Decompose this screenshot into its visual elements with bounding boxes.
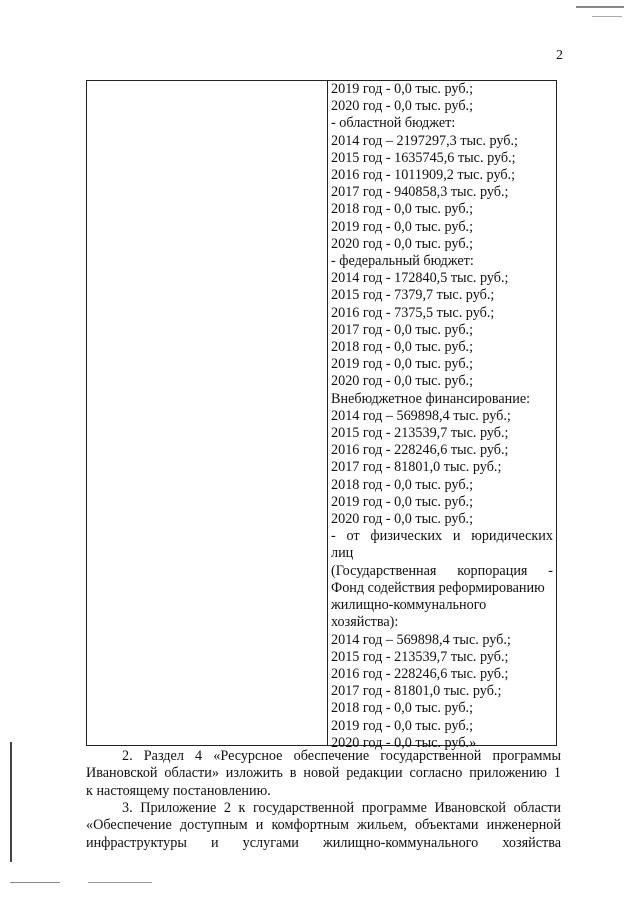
funding-line: 2017 год - 81801,0 тыс. руб.; [331,683,502,700]
funding-line: - областной бюджет: [331,115,456,132]
funding-line: 2017 год - 81801,0 тыс. руб.; [331,459,502,476]
funding-line: 2016 год - 228246,6 тыс. руб.; [331,442,509,459]
funding-line: 2014 год – 2197297,3 тыс. руб.; [331,132,518,149]
funding-line: 2020 год - 0,0 тыс. руб.» [331,734,477,751]
funding-line: 2015 год - 213539,7 тыс. руб.; [331,425,509,442]
scan-artifact-top [576,6,624,8]
scan-artifact-bottom-2 [88,882,152,883]
scan-artifact-top-2 [592,16,622,17]
paragraph-line: 2. Раздел 4 «Ресурсное обеспечение государственной программы [122,748,561,764]
funding-line: - федеральный бюджет: [331,253,474,270]
funding-line: 2019 год - 0,0 тыс. руб.; [331,218,474,235]
funding-line: 2015 год - 1635745,6 тыс. руб.; [331,149,516,166]
page-number: 2 [556,48,563,63]
funding-line: 2015 год - 213539,7 тыс. руб.; [331,648,509,665]
scan-artifact-bottom [10,882,60,883]
paragraph-2 [86,748,561,800]
funding-line: Внебюджетное финансирование: [331,390,531,407]
paragraph-line: к настоящему постановлению. [86,782,271,799]
funding-line: 2018 год - 0,0 тыс. руб.; [331,476,474,493]
funding-line: 2016 год - 7375,5 тыс. руб.; [331,304,495,321]
funding-line: хозяйства): [331,614,399,631]
funding-line: 2015 год - 7379,7 тыс. руб.; [331,287,495,304]
paragraph-line: инфраструктуры и услугами жилищно-коммунального хозяйства [86,834,561,851]
funding-line: 2017 год - 940858,3 тыс. руб.; [331,184,509,201]
funding-line: (Государственная корпорация - [331,562,553,579]
paragraph-line: 3. Приложение 2 к государственной программе Ивановской области [122,800,561,816]
funding-line: 2018 год - 0,0 тыс. руб.; [331,201,474,218]
funding-line: жилищно-коммунального [331,597,487,614]
table-column-divider [327,81,328,745]
funding-line: 2019 год - 0,0 тыс. руб.; [331,717,474,734]
funding-line: 2016 год - 228246,6 тыс. руб.; [331,665,509,682]
funding-line: 2020 год - 0,0 тыс. руб.; [331,373,474,390]
funding-line: 2019 год - 0,0 тыс. руб.; [331,493,474,510]
paragraph-line: Ивановской области» изложить в новой редакции согласно приложению 1 [86,765,561,782]
funding-line: 2014 год - 172840,5 тыс. руб.; [331,270,509,287]
funding-line: 2018 год - 0,0 тыс. руб.; [331,700,474,717]
funding-line: лиц [331,545,354,562]
funding-line: Фонд содействия реформированию [331,579,545,596]
funding-line: 2019 год - 0,0 тыс. руб.; [331,356,474,373]
funding-line: 2019 год - 0,0 тыс. руб.; [331,81,474,97]
funding-line: 2020 год - 0,0 тыс. руб.; [331,511,474,528]
funding-line: 2020 год - 0,0 тыс. руб.; [331,98,474,115]
funding-line: - от физических и юридических [331,528,553,545]
funding-line: 2014 год – 569898,4 тыс. руб.; [331,631,511,648]
funding-line: 2018 год - 0,0 тыс. руб.; [331,339,474,356]
paragraph-line: «Обеспечение доступным и комфортным жильем, объектами инженерной [86,817,561,834]
scan-artifact-left-edge [10,742,12,862]
funding-line: 2016 год - 1011909,2 тыс. руб.; [331,167,516,184]
paragraph-3 [86,800,561,852]
program-passport-table [86,80,557,751]
funding-line: 2020 год - 0,0 тыс. руб.; [331,235,474,252]
funding-line: 2017 год - 0,0 тыс. руб.; [331,321,474,338]
funding-line: 2014 год – 569898,4 тыс. руб.; [331,407,511,424]
funding-details-column [331,81,553,752]
